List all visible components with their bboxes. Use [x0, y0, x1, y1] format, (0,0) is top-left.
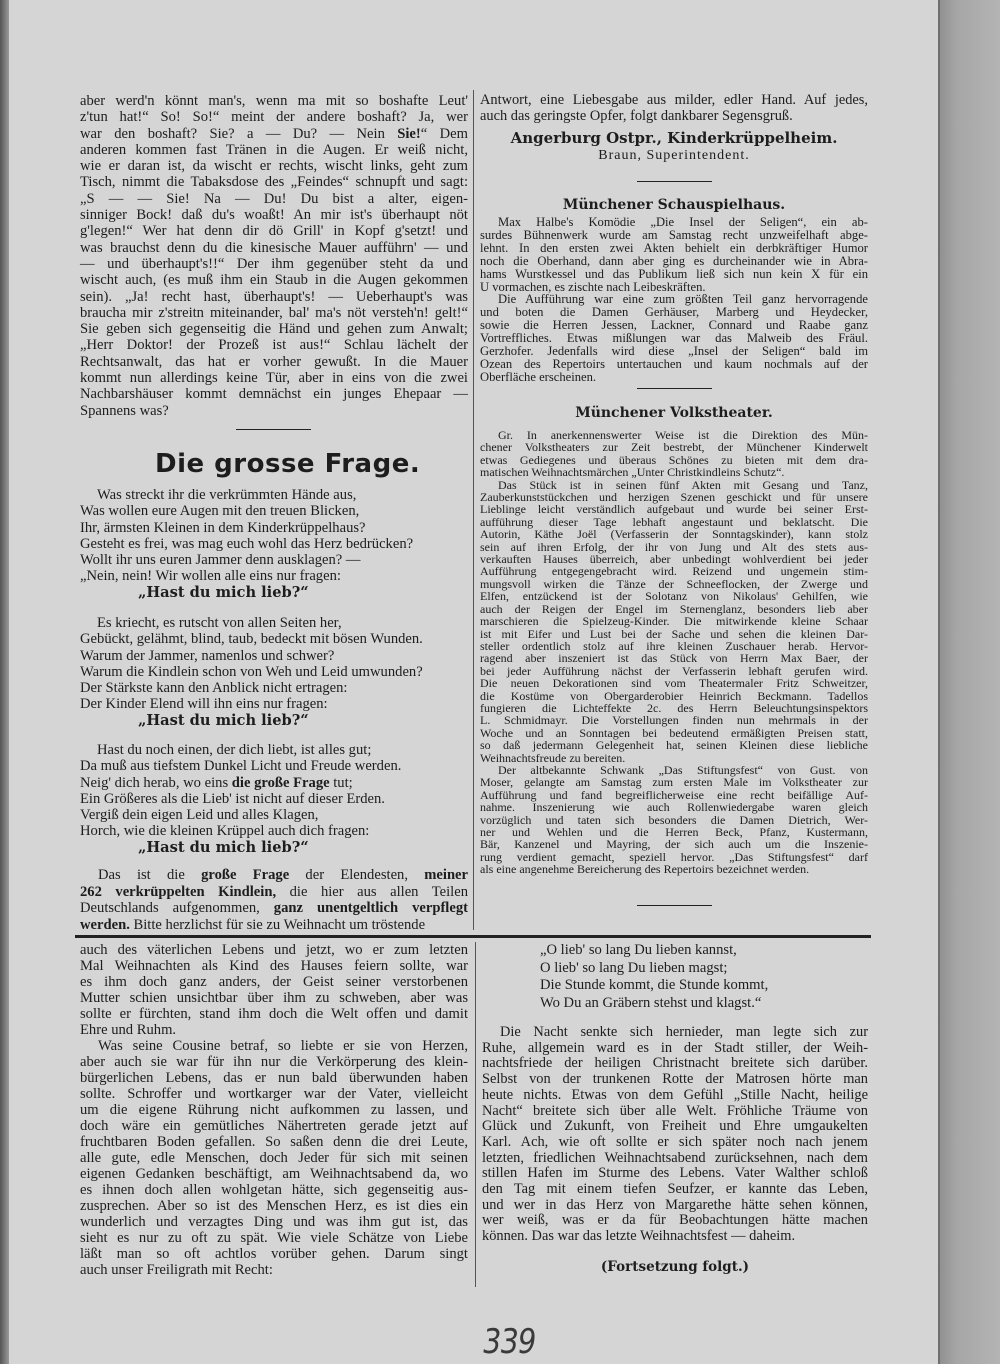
- schauspielhaus-review: [480, 216, 868, 384]
- text-line: z'tun hat!“ So! So!“ meint der andere boshaft? Ja, wer: [80, 109, 468, 126]
- text-line: auch der Reigen der Engel im Sternenglanz, besonders lieb aber: [480, 601, 868, 616]
- text-line: Zauberkunststückchen und herzigen Szenen geschickt und für unsere: [480, 490, 868, 505]
- text-line: als eine angenehme Bereicherung des Repertoirs bezeichnet werden.: [480, 862, 810, 877]
- text-line: aber auch sie war für ihn nur die Verkörperung des klein-: [80, 1054, 468, 1070]
- text-line: Gesteht es frei, was mag euch wohl das Herz bedrücken?: [80, 535, 414, 552]
- appeal-text: [80, 867, 468, 933]
- poem-stanza-1: [80, 487, 470, 601]
- text-line: surdes Bühnenwerk wurde am Samstag recht unzweifelhaft abge-: [480, 227, 868, 242]
- text-line: um die eigene Rührung nicht aufkommen zu lassen, und: [80, 1102, 468, 1118]
- appeal-text-continued: [480, 92, 868, 124]
- scan-edge-left: [0, 0, 9, 1364]
- text-line: ragend aber inszeniert ist das Stück von Herrn Max Baer, der: [480, 651, 868, 666]
- text-line: braucha mir z'streitn miteinander, bal' ma's nöt versteh'n! gelt!“: [80, 304, 468, 321]
- text-line: Ruhe, allgemein ward es in der Stadt stiller, der Weih-: [482, 1039, 868, 1056]
- dialect-story-text: [80, 93, 468, 419]
- text-line: es ihnen doch allen wohlgetan hätte, sich gegenseitig aus-: [80, 1182, 468, 1198]
- institution-name: Angerburg Ostpr., Kinderkrüppelheim.: [510, 129, 838, 147]
- text-line: „O lieb' so lang Du lieben kannst,: [540, 942, 737, 958]
- text-line: wischt auch, (es muß ihm ein Staub in die Augen gekommen: [80, 272, 468, 289]
- scan-edge-right: [938, 0, 1000, 1364]
- text-line: Selbst von der trunkenen Rotte der Matrosen hörte man: [482, 1071, 868, 1088]
- text-line: kommt nun allerdings keine Tür, aber in eins von die zwei: [80, 370, 468, 387]
- text-line: steller ordentlich stolz auf ihre kleinen Zuschauer herab. Hervor-: [480, 638, 868, 653]
- text-line: g'legen!“ Wer hat denn dir dö Grill' in Kopf g'setzt! und: [80, 223, 468, 240]
- text-segment: der Elendesten,: [289, 867, 425, 883]
- text-line: Moser, gelangte am Samstag zum ersten Male im Volkstheater zur: [480, 775, 868, 790]
- text-line: mungsvoll wirken die Tänze der Schneeflocken, der Zwerge und: [480, 576, 868, 591]
- text-line: Nacht“ breitete sich über alle Welt. Fröhliche Träume von: [482, 1102, 868, 1119]
- text-line: Die Aufführung war eine zum größten Teil ganz hervorragende: [498, 292, 868, 307]
- text-line: fungieren die Lichteffekte 2c. des Herrn Beleuchtungsinspektors: [480, 700, 868, 715]
- text-line: chener Volkstheaters zur Zeit bestrebt, der Münchener Kinderwelt: [480, 440, 868, 455]
- text-line: Wo Du an Gräbern stehst und klagst.“: [540, 995, 762, 1012]
- bold-phrase: große Frage: [201, 867, 290, 883]
- text-line: Bär, Kanzenel und Mayring, der sich auch um die Inszenie-: [480, 837, 868, 852]
- text-line: [80, 867, 468, 884]
- text-line: aber werd'n könnt man's, wenn ma mit so boshafte Leut': [80, 93, 468, 109]
- text-line: Was wollen eure Augen mit den treuen Blicken,: [80, 503, 360, 520]
- poem-refrain: „Hast du mich lieb?“: [138, 838, 309, 856]
- text-line: Tisch, nimmt die Tabaksdose des „Feindes“ schnupft und sagt:: [80, 174, 468, 191]
- text-line: doch wäre ein gemütliches Nähertreten gerade jetzt auf: [80, 1118, 468, 1134]
- handwritten-page-number: 339: [479, 1322, 539, 1362]
- text-line: bürgerlichen Lebens, das er nun bald überwunden haben: [80, 1070, 468, 1086]
- text-line: Das Stück ist in seinen fünf Akten mit Gesang und Tanz,: [498, 477, 868, 492]
- divider-after-dialect: [236, 429, 311, 430]
- text-line: noch die Oberhand, dann aber ging es durcheinander wie in Abra-: [480, 253, 868, 268]
- bold-phrase: meiner: [424, 867, 469, 883]
- poem-stanza-2: [80, 615, 470, 729]
- text-line: U vormachen, es zischte nach Leibeskräften.: [480, 279, 706, 294]
- text-line: vorzüglich und taten sich besonders die Damen Dietrich, Wer-: [480, 812, 868, 827]
- text-line: Warum der Jammer, namenlos und schwer?: [80, 647, 335, 664]
- text-line: läßt man so oft achtlos vorüber gehen. Darum singt: [80, 1246, 468, 1262]
- text-segment: die hier aus allen Teilen: [276, 883, 468, 900]
- text-line: Der altbekannte Schwank „Das Stiftungsfest“ von Gust. von: [498, 762, 868, 777]
- freiligrath-verse: [540, 942, 860, 1013]
- text-line: wie er daran ist, da wischt er rechts, wischt links, geht zum: [80, 158, 468, 175]
- text-line: Die Nacht senkte sich hernieder, man legte sich zur: [500, 1024, 868, 1040]
- text-line: Lieblinge leicht verständlich aufgebaut und wurde bei seiner Erst-: [480, 502, 868, 517]
- text-line: Glück und Zukunft, von Freiheit und Ehre umgaukelten: [482, 1118, 868, 1135]
- text-line: hams Wurstkessel und das Publikum ließ sich nun kein X für ein: [480, 266, 868, 281]
- text-line: marschieren die Spielzeug-Kinder. Die mitwirkende kleine Schaar: [480, 614, 868, 629]
- text-line: sowie die Herren Jessen, Lackner, Connard und Raabe ganz: [480, 318, 868, 333]
- text-line: alle gute, edle Menschen, doch Jeder für sich mit seinen: [80, 1150, 468, 1166]
- text-line: ist mit Eifer und Lust bei der Sache und sehen die kleinen Dar-: [480, 626, 868, 641]
- bold-phrase: ganz unentgeltlich verpflegt: [273, 900, 468, 916]
- text-line: Hast du noch einen, der dich liebt, ist alles gut;: [97, 742, 372, 758]
- text-line: L. Schmidmayr. Die Vorstellungen finden nun mehrmals in der: [480, 713, 868, 728]
- schauspielhaus-heading: Münchener Schauspielhaus.: [562, 197, 786, 213]
- text-line: „Nein, nein! Wir wollen alle eins nur fragen:: [80, 568, 341, 585]
- text-line: Oberfläche erscheinen.: [480, 369, 597, 384]
- text-line: Gerzhofer. Jedenfalls wird diese „Insel der Seligen“ bald im: [480, 344, 868, 359]
- text-line: Sie geben sich gegenseitig die Händ und gehen zum Anwalt;: [80, 321, 468, 338]
- text-line: rung verdient gemacht, speziell hervor. „Das Stiftungsfest“ darf: [480, 849, 868, 864]
- text-line: Ozean des Repertoirs untertauchen und kaum nochmals auf der: [480, 356, 868, 371]
- text-line: Mal Weihnachten als Kind des Hauses feiern sollte, war: [80, 958, 468, 974]
- text-line: Vergiß dein eigen Leid und alles Klagen,: [80, 807, 319, 824]
- text-line: wunderlich und verzagtes Ding und was ihm gut ist, das: [80, 1214, 468, 1230]
- poem-refrain: „Hast du mich lieb?“: [138, 711, 309, 729]
- text-line: stillen Hafen im Sturme des Lebens. Vater Walther schloß: [482, 1165, 868, 1182]
- text-line: Antwort, eine Liebesgabe aus milder, edler Hand. Auf jedes,: [480, 92, 868, 108]
- text-line: es ihm doch ganz anders, der Geist seiner verstorbenen: [80, 974, 468, 990]
- text-segment: Das ist die: [98, 867, 202, 883]
- text-line: matischen Weihnachtsmärchen „Unter Christkindleins Schutz“.: [480, 465, 785, 480]
- text-line: sinniger Bock! daß du's woaßt! An mir ist's überhaupt nöt: [80, 207, 468, 224]
- bold-phrase: die große Frage: [231, 774, 330, 791]
- text-segment: war den boshaft? Sie? a — Du? — Nein: [80, 125, 398, 142]
- text-line: auch des väterlichen Lebens und jetzt, wo er zum letzten: [80, 942, 468, 958]
- text-line: Aufführung entgegengebracht wird. Reizend und ungemein stim-: [480, 564, 868, 579]
- text-line: Der Stärkste kann den Anblick nicht ertragen:: [80, 680, 348, 697]
- poem-refrain: „Hast du mich lieb?“: [138, 583, 309, 601]
- text-line: Elfen, entzückend ist der Solotanz von Nikolaus' Gehilfen, wie: [480, 589, 868, 604]
- text-line: verkauften Hauses überreich, aber unbedingt wohlverdient bei jeder: [480, 552, 868, 567]
- text-line: Gebückt, gelähmt, blind, taub, bedeckt mit bösen Wunden.: [80, 631, 423, 648]
- text-line: die Kostüme von Obergarderobier Heinrich Beckmann. Tadellos: [480, 688, 868, 703]
- text-segment: “ Dem: [420, 125, 468, 142]
- text-line: Ehre und Ruhm.: [80, 1022, 177, 1038]
- text-line: eigenen Gedanken beschäftigt, am Weihnachtsabend da, wo: [80, 1166, 468, 1182]
- column-divider-bottom: [475, 942, 476, 1287]
- text-line: Woche und an Sonntagen bei bedeutend ermäßigten Preisen statt,: [480, 725, 868, 740]
- text-line: sollte. Schroffer und wortkarger war der Vater, vielleicht: [80, 1086, 468, 1102]
- text-line: Ihr, ärmsten Kleinen in dem Kinderkrüppelhaus?: [80, 519, 366, 536]
- text-line: anderen kommen fast Tränen in die Augen. Er weiß nicht,: [80, 141, 468, 158]
- text-line: den Tag mit einem tiefen Seufzer, er kannte das Leben,: [482, 1181, 868, 1198]
- text-line: Spannens was?: [80, 402, 169, 419]
- text-line: [80, 126, 468, 142]
- text-line: „S — — Sie! Na — Du! Du bist a alter, eigen-: [80, 190, 468, 207]
- text-line: ner und Wehlen und die Herren Beck, Pfanz, Kustermann,: [480, 825, 868, 839]
- text-line: Da muß aus tiefstem Dunkel Licht und Freude werden.: [80, 758, 402, 775]
- text-line: sollte er fürchten, stand ihm doch die Welt offen und damit: [80, 1006, 468, 1022]
- signature: Braun, Superintendent.: [598, 148, 750, 163]
- text-line: sein). „Ja! recht hast, überhaupt's! — Ueberhaupt's was: [80, 288, 468, 305]
- text-line: — und überhaupt's!!“ Der ihm gegenüber steht da und: [80, 255, 468, 272]
- text-line: heute nichts. Etwas von dem Gefühl „Stille Nacht, heilige: [482, 1086, 868, 1103]
- text-line: [80, 900, 468, 917]
- text-line: Wollt ihr uns euren Jammer denn ausklagen? —: [80, 552, 361, 569]
- text-line: bei jeder Aufführung nächst der Verfasserin lebhaft gerufen wird.: [480, 663, 868, 678]
- divider-after-schauspielhaus: [637, 388, 712, 389]
- text-line: Was seine Cousine betraf, so liebte er sie von Herzen,: [98, 1038, 468, 1054]
- text-line: Autorin, Käthe Joël (Verfasserin der Sonntagskinder), kann stolz: [480, 527, 868, 542]
- text-line: so daß jedermann Gelegenheit hat, seinen Kleinen diese liebliche: [480, 738, 868, 753]
- section-divider-thick: [75, 935, 871, 938]
- text-line: und wer in das Herz von Margarethe hätte sehen können,: [482, 1196, 868, 1213]
- text-line: Aufführung und fand begreiflicherweise eine recht beifällige Auf-: [480, 787, 868, 802]
- text-line: Max Halbe's Komödie „Die Insel der Seligen“, ein ab-: [498, 215, 868, 229]
- continuation-note: (Fortsetzung folgt.): [600, 1259, 750, 1275]
- text-line: lehnt. In den ersten zwei Akten behielt ein derbkräftiger Humor: [480, 240, 868, 255]
- poem-stanza-3: [80, 742, 470, 856]
- text-line: und boten die Damen Gerhäuser, Marberg und Heydecker,: [480, 305, 868, 320]
- text-line: auch unser Freiligrath mit Recht:: [80, 1262, 273, 1278]
- text-line: Warum die Kindlein schon von Weh und Leid umwunden?: [80, 663, 423, 680]
- text-line: Gr. In anerkennenswerter Weise ist die Direktion des Mün-: [498, 428, 868, 442]
- text-line: Mutter schien unsichtbar über ihm zu schweben, aber was: [80, 990, 468, 1006]
- text-line: [80, 775, 470, 791]
- text-line: Der Kinder Elend will ihn eins nur fragen:: [80, 696, 328, 713]
- bold-phrase: 262 verkrüppelten Kindlein,: [80, 883, 277, 900]
- text-line: etwas Gediegenes und überaus Schönes zu bieten mit dem dra-: [480, 452, 868, 467]
- text-line: zusprechen. Aber so ist des Menschen Herz, es ist dies ein: [80, 1198, 468, 1214]
- poem-title: Die grosse Frage.: [155, 449, 421, 479]
- text-line: [80, 884, 468, 901]
- text-line: Nachbarshäuser kommt demnächst ein junges Ehepaar —: [80, 386, 468, 403]
- volkstheater-heading: Münchener Volkstheater.: [575, 405, 773, 421]
- text-line: aufführung dieser Tage lebhaft angestaunt und beklatscht. Die: [480, 514, 868, 529]
- text-line: Rechtsanwalt, das hat er vorher gewußt. In die Mauer: [80, 353, 468, 370]
- text-line: auch das geringste Opfer, folgt dankbarer Segensgruß.: [480, 108, 793, 124]
- text-line: nahme. Inszenierung wie auch Rollenwiedergabe waren gleich: [480, 800, 868, 815]
- text-line: was brauchst denn du die kinesische Mauer aufführn' — und: [80, 239, 468, 256]
- text-line: sein auf ihren Erfolg, der ihr von Jung und Alt des stets aus-: [480, 539, 868, 554]
- text-segment: tut;: [329, 774, 353, 791]
- text-segment: Deutschlands aufgenommen,: [80, 900, 274, 916]
- column-divider-top: [473, 90, 474, 930]
- text-line: Es kriecht, es rutscht von allen Seiten her,: [97, 615, 342, 631]
- text-line: Die Stunde kommt, die Stunde kommt,: [540, 977, 769, 994]
- text-line: Weihnachtsfreude zu bereiten.: [480, 750, 626, 765]
- text-line: Was streckt ihr die verkrümmten Hände aus,: [97, 487, 357, 503]
- text-segment: Bitte herzlichst für sie zu Weihnacht um tröstende: [129, 916, 426, 933]
- text-line: Karl. Ach, wie oft sollte er sich später noch nach jenem: [482, 1133, 868, 1150]
- text-line: Ein Größeres als die Lieb' ist nicht auf dieser Erden.: [80, 790, 385, 807]
- text-line: [80, 917, 468, 934]
- text-line: O lieb' so lang Du lieben magst;: [540, 959, 728, 976]
- text-line: Die neuen Dekorationen sind vom Theatermaler Fritz Schweitzer,: [480, 676, 868, 691]
- serial-story-left: [80, 942, 468, 1278]
- text-line: fruchtbaren Boden gefallen. So saßen denn die drei Leute,: [80, 1134, 468, 1150]
- text-line: Vortreffliches. Etwas mißlungen war das Malweib des Fräul.: [480, 331, 868, 346]
- text-segment: Neig' dich herab, wo eins: [80, 774, 232, 791]
- divider-after-appeal: [637, 181, 712, 182]
- volkstheater-review: [480, 429, 868, 876]
- text-line: Horch, wie die kleinen Krüppel auch dich fragen:: [80, 823, 370, 840]
- text-line: letzten, friedlichen Weihnachtsabend zurücksehnen, nach dem: [482, 1149, 868, 1166]
- bold-phrase: werden.: [80, 916, 130, 933]
- text-line: wer weiß, was er da für Beobachtungen hätte machen: [482, 1212, 868, 1229]
- text-line: „Herr Doktor! der Prozeß ist aus!“ Schlau lächelt der: [80, 337, 468, 354]
- divider-after-volkstheater: [637, 905, 712, 906]
- text-line: sieht es nur zu oft zu spät. Wie viele Schätze von Liebe: [80, 1230, 468, 1246]
- text-line: können. Das war das letzte Weihnachtsfest — daheim.: [482, 1228, 796, 1245]
- text-line: nachtsfriede der heiligen Christnacht breitete sich darüber.: [482, 1055, 868, 1072]
- bold-phrase: Sie!: [397, 125, 421, 142]
- serial-story-right: [482, 1025, 868, 1245]
